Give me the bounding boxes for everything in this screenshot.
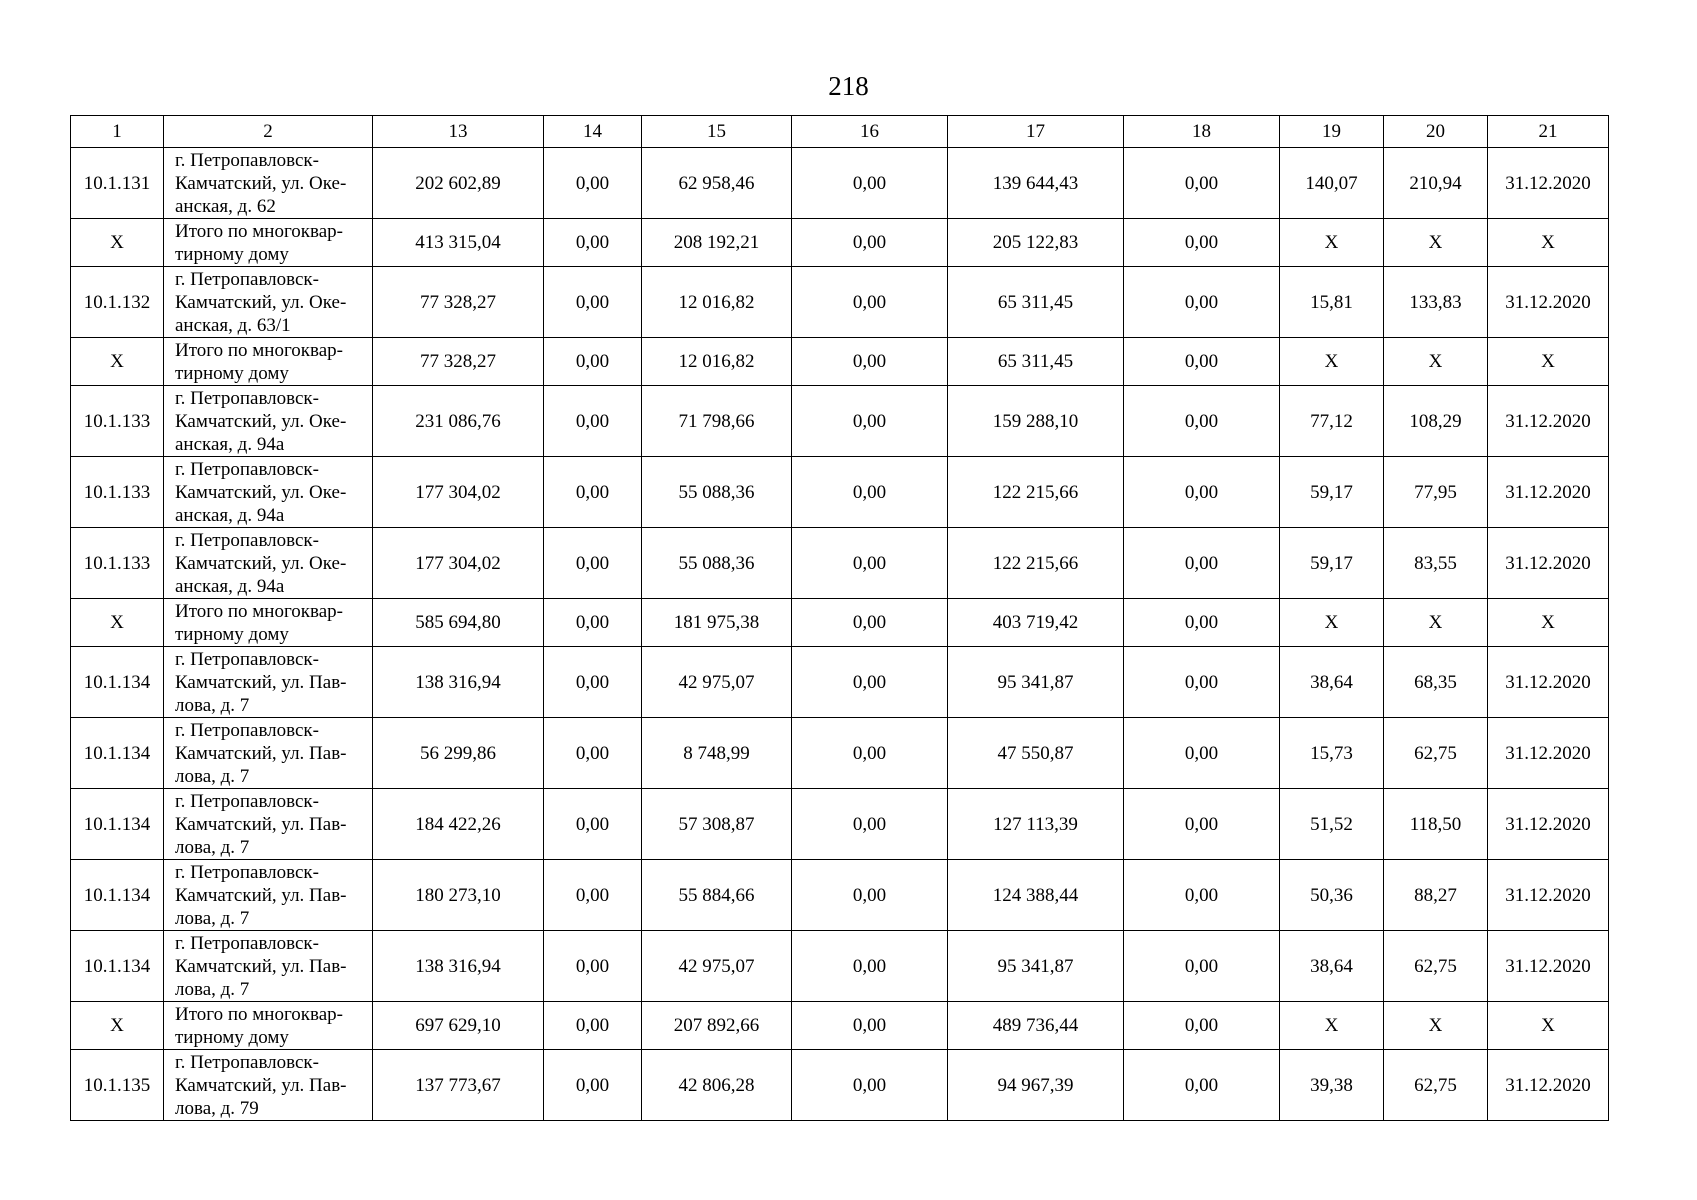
table-cell: 207 892,66 xyxy=(642,1002,792,1050)
column-header: 13 xyxy=(373,116,544,148)
table-cell: 59,17 xyxy=(1280,457,1384,528)
address-line: анская, д. 63/1 xyxy=(175,314,291,336)
table-cell: Х xyxy=(1384,338,1488,386)
address-line: лова, д. 7 xyxy=(175,694,250,716)
table-cell: 0,00 xyxy=(544,386,642,457)
address-line: Камчатский, ул. Пав- xyxy=(175,813,347,835)
table-cell: Х xyxy=(71,219,164,267)
table-cell: Х xyxy=(71,1002,164,1050)
table-cell: 42 975,07 xyxy=(642,931,792,1002)
address-line: анская, д. 94а xyxy=(175,575,285,597)
table-row xyxy=(71,860,1609,931)
table-cell: 62,75 xyxy=(1384,931,1488,1002)
table-cell: 0,00 xyxy=(792,148,948,219)
table-cell: 62,75 xyxy=(1384,718,1488,789)
table-cell: 139 644,43 xyxy=(948,148,1124,219)
address-line: Камчатский, ул. Пав- xyxy=(175,884,347,906)
table-cell: 118,50 xyxy=(1384,789,1488,860)
table-cell: Х xyxy=(1280,599,1384,647)
address-cell xyxy=(164,148,373,219)
table-cell: 140,07 xyxy=(1280,148,1384,219)
table-cell: Х xyxy=(1488,599,1609,647)
address-line: Камчатский, ул. Оке- xyxy=(175,552,347,574)
address-line: г. Петропавловск- xyxy=(175,1051,319,1073)
table-cell: Х xyxy=(1488,1002,1609,1050)
table-cell: 51,52 xyxy=(1280,789,1384,860)
table-cell: 77,95 xyxy=(1384,457,1488,528)
table-cell: 0,00 xyxy=(792,789,948,860)
table-cell: 133,83 xyxy=(1384,267,1488,338)
table-cell: 0,00 xyxy=(544,457,642,528)
table-cell: 50,36 xyxy=(1280,860,1384,931)
table-cell: 0,00 xyxy=(1124,860,1280,931)
address-line: Камчатский, ул. Пав- xyxy=(175,1074,347,1096)
address-cell xyxy=(164,1050,373,1121)
table-cell: 10.1.134 xyxy=(71,789,164,860)
table-cell: 0,00 xyxy=(1124,647,1280,718)
table-cell: Х xyxy=(1384,599,1488,647)
address-line: лова, д. 7 xyxy=(175,907,250,929)
table-cell: 159 288,10 xyxy=(948,386,1124,457)
table-cell: 0,00 xyxy=(1124,219,1280,267)
table-cell: 205 122,83 xyxy=(948,219,1124,267)
table-cell: 0,00 xyxy=(544,1050,642,1121)
address-line: г. Петропавловск- xyxy=(175,529,319,551)
table-cell: 138 316,94 xyxy=(373,647,544,718)
page-number: 218 xyxy=(828,71,869,101)
table-cell: 38,64 xyxy=(1280,931,1384,1002)
table-cell: Х xyxy=(1488,219,1609,267)
table-cell: 31.12.2020 xyxy=(1488,457,1609,528)
table-row xyxy=(71,386,1609,457)
table-row-total xyxy=(71,219,1609,267)
table-cell: 47 550,87 xyxy=(948,718,1124,789)
column-header: 14 xyxy=(544,116,642,148)
table-cell: 31.12.2020 xyxy=(1488,789,1609,860)
table-row xyxy=(71,647,1609,718)
table-cell: 0,00 xyxy=(544,219,642,267)
table-row-total xyxy=(71,599,1609,647)
table-cell: 0,00 xyxy=(1124,599,1280,647)
table-cell: 12 016,82 xyxy=(642,267,792,338)
table-cell: 0,00 xyxy=(544,647,642,718)
table-cell: 0,00 xyxy=(792,219,948,267)
address-line: Камчатский, ул. Пав- xyxy=(175,955,347,977)
table-cell: 0,00 xyxy=(792,647,948,718)
address-cell xyxy=(164,931,373,1002)
table-cell: 31.12.2020 xyxy=(1488,267,1609,338)
table-row xyxy=(71,267,1609,338)
table-cell: 0,00 xyxy=(1124,789,1280,860)
table-cell: 122 215,66 xyxy=(948,528,1124,599)
address-cell xyxy=(164,528,373,599)
table-cell: 0,00 xyxy=(544,931,642,1002)
address-line: Камчатский, ул. Оке- xyxy=(175,291,347,313)
table-cell: 59,17 xyxy=(1280,528,1384,599)
address-line: тирному дому xyxy=(175,243,289,265)
table-cell: 202 602,89 xyxy=(373,148,544,219)
table-cell: 0,00 xyxy=(1124,338,1280,386)
table-cell: 0,00 xyxy=(544,267,642,338)
table-cell: 71 798,66 xyxy=(642,386,792,457)
table-cell: 10.1.133 xyxy=(71,386,164,457)
table-cell: 8 748,99 xyxy=(642,718,792,789)
table-cell: 403 719,42 xyxy=(948,599,1124,647)
table-cell: 0,00 xyxy=(544,789,642,860)
table-cell: Х xyxy=(71,338,164,386)
address-line: г. Петропавловск- xyxy=(175,149,319,171)
table-cell: 83,55 xyxy=(1384,528,1488,599)
table-cell: 0,00 xyxy=(792,1002,948,1050)
address-line: Камчатский, ул. Пав- xyxy=(175,742,347,764)
address-line: Камчатский, ул. Пав- xyxy=(175,671,347,693)
table-row-total xyxy=(71,338,1609,386)
column-header: 21 xyxy=(1488,116,1609,148)
table-cell: Х xyxy=(1488,338,1609,386)
table-cell: 31.12.2020 xyxy=(1488,931,1609,1002)
address-line: тирному дому xyxy=(175,623,289,645)
address-cell xyxy=(164,789,373,860)
table-cell: 0,00 xyxy=(1124,718,1280,789)
table-cell: 10.1.134 xyxy=(71,647,164,718)
table-cell: 94 967,39 xyxy=(948,1050,1124,1121)
address-line: анская, д. 94а xyxy=(175,433,285,455)
address-line: Итого по многоквар- xyxy=(175,339,343,361)
table-row xyxy=(71,457,1609,528)
table-cell: 95 341,87 xyxy=(948,931,1124,1002)
table-cell: 62,75 xyxy=(1384,1050,1488,1121)
table-cell: 585 694,80 xyxy=(373,599,544,647)
address-line: г. Петропавловск- xyxy=(175,387,319,409)
table-cell: 0,00 xyxy=(1124,148,1280,219)
table-row xyxy=(71,931,1609,1002)
table-cell: 57 308,87 xyxy=(642,789,792,860)
table-cell: 0,00 xyxy=(1124,931,1280,1002)
address-line: г. Петропавловск- xyxy=(175,648,319,670)
table-cell: 0,00 xyxy=(544,718,642,789)
address-cell xyxy=(164,457,373,528)
table-cell: 137 773,67 xyxy=(373,1050,544,1121)
table-cell: 184 422,26 xyxy=(373,789,544,860)
column-header: 20 xyxy=(1384,116,1488,148)
table-cell: Х xyxy=(1384,219,1488,267)
address-line: тирному дому xyxy=(175,1026,289,1048)
table-row xyxy=(71,528,1609,599)
address-cell xyxy=(164,599,373,647)
table-cell: 0,00 xyxy=(792,457,948,528)
table-cell: 0,00 xyxy=(792,338,948,386)
address-line: лова, д. 7 xyxy=(175,978,250,1000)
column-header: 16 xyxy=(792,116,948,148)
table-cell: 77 328,27 xyxy=(373,267,544,338)
table-cell: 62 958,46 xyxy=(642,148,792,219)
table-row xyxy=(71,718,1609,789)
table-cell: 0,00 xyxy=(792,267,948,338)
table-cell: 10.1.134 xyxy=(71,931,164,1002)
table-cell: 180 273,10 xyxy=(373,860,544,931)
table-cell: 56 299,86 xyxy=(373,718,544,789)
table-cell: 10.1.133 xyxy=(71,457,164,528)
table-cell: 77,12 xyxy=(1280,386,1384,457)
data-table xyxy=(70,115,1609,1121)
table-cell: 0,00 xyxy=(544,599,642,647)
address-line: тирному дому xyxy=(175,362,289,384)
table-cell: 31.12.2020 xyxy=(1488,528,1609,599)
address-line: г. Петропавловск- xyxy=(175,790,319,812)
address-line: анская, д. 62 xyxy=(175,195,276,217)
table-cell: 31.12.2020 xyxy=(1488,386,1609,457)
table-cell: 0,00 xyxy=(1124,457,1280,528)
address-line: г. Петропавловск- xyxy=(175,861,319,883)
table-cell: 0,00 xyxy=(1124,1002,1280,1050)
column-header: 15 xyxy=(642,116,792,148)
table-cell: 0,00 xyxy=(1124,267,1280,338)
column-header: 18 xyxy=(1124,116,1280,148)
address-cell xyxy=(164,267,373,338)
table-cell: 108,29 xyxy=(1384,386,1488,457)
table-cell: 10.1.132 xyxy=(71,267,164,338)
column-header: 17 xyxy=(948,116,1124,148)
column-header: 2 xyxy=(164,116,373,148)
table-cell: 0,00 xyxy=(792,528,948,599)
table-cell: 0,00 xyxy=(544,338,642,386)
table-cell: 122 215,66 xyxy=(948,457,1124,528)
address-line: Итого по многоквар- xyxy=(175,220,343,242)
table-cell: 42 806,28 xyxy=(642,1050,792,1121)
table-cell: 210,94 xyxy=(1384,148,1488,219)
address-line: Камчатский, ул. Оке- xyxy=(175,481,347,503)
table-cell: Х xyxy=(1280,1002,1384,1050)
address-line: г. Петропавловск- xyxy=(175,268,319,290)
table-cell: 0,00 xyxy=(792,931,948,1002)
address-cell xyxy=(164,718,373,789)
table-cell: 0,00 xyxy=(544,148,642,219)
table-cell: 38,64 xyxy=(1280,647,1384,718)
column-header: 19 xyxy=(1280,116,1384,148)
table-cell: 88,27 xyxy=(1384,860,1488,931)
address-line: г. Петропавловск- xyxy=(175,458,319,480)
table-cell: 0,00 xyxy=(792,718,948,789)
table-cell: 15,81 xyxy=(1280,267,1384,338)
table-cell: 489 736,44 xyxy=(948,1002,1124,1050)
table-cell: 0,00 xyxy=(544,1002,642,1050)
address-line: анская, д. 94а xyxy=(175,504,285,526)
table-cell: 177 304,02 xyxy=(373,528,544,599)
table-cell: Х xyxy=(71,599,164,647)
table-cell: 55 088,36 xyxy=(642,457,792,528)
table-cell: 31.12.2020 xyxy=(1488,1050,1609,1121)
table-cell: 55 088,36 xyxy=(642,528,792,599)
table-cell: 0,00 xyxy=(792,1050,948,1121)
table-cell: Х xyxy=(1280,219,1384,267)
table-cell: 0,00 xyxy=(544,860,642,931)
table-row xyxy=(71,1050,1609,1121)
table-cell: 0,00 xyxy=(792,386,948,457)
table-cell: 31.12.2020 xyxy=(1488,718,1609,789)
column-header: 1 xyxy=(71,116,164,148)
table-cell: 10.1.134 xyxy=(71,860,164,931)
table-cell: 10.1.133 xyxy=(71,528,164,599)
table-cell: 127 113,39 xyxy=(948,789,1124,860)
address-line: г. Петропавловск- xyxy=(175,932,319,954)
address-cell xyxy=(164,219,373,267)
address-cell xyxy=(164,1002,373,1050)
address-cell xyxy=(164,386,373,457)
address-line: лова, д. 7 xyxy=(175,836,250,858)
table-row xyxy=(71,789,1609,860)
table-cell: 15,73 xyxy=(1280,718,1384,789)
table-cell: 0,00 xyxy=(544,528,642,599)
address-line: лова, д. 7 xyxy=(175,765,250,787)
address-line: Итого по многоквар- xyxy=(175,1003,343,1025)
table-cell: 31.12.2020 xyxy=(1488,860,1609,931)
table-cell: 231 086,76 xyxy=(373,386,544,457)
table-cell: 55 884,66 xyxy=(642,860,792,931)
table-cell: 42 975,07 xyxy=(642,647,792,718)
table-row xyxy=(71,148,1609,219)
address-line: Камчатский, ул. Оке- xyxy=(175,410,347,432)
table-row-total xyxy=(71,1002,1609,1050)
table-cell: 0,00 xyxy=(792,860,948,931)
address-line: Камчатский, ул. Оке- xyxy=(175,172,347,194)
table-cell: 12 016,82 xyxy=(642,338,792,386)
address-cell xyxy=(164,860,373,931)
address-cell xyxy=(164,647,373,718)
table-cell: 10.1.131 xyxy=(71,148,164,219)
table-cell: 0,00 xyxy=(1124,528,1280,599)
table-cell: 39,38 xyxy=(1280,1050,1384,1121)
table-cell: 124 388,44 xyxy=(948,860,1124,931)
header-row xyxy=(71,116,1609,148)
address-line: лова, д. 79 xyxy=(175,1097,259,1119)
table-body xyxy=(71,148,1609,1121)
table-cell: Х xyxy=(1384,1002,1488,1050)
table-cell: 138 316,94 xyxy=(373,931,544,1002)
address-cell xyxy=(164,338,373,386)
table-cell: 0,00 xyxy=(1124,386,1280,457)
table-cell: 208 192,21 xyxy=(642,219,792,267)
table-cell: 65 311,45 xyxy=(948,267,1124,338)
table-cell: 10.1.135 xyxy=(71,1050,164,1121)
table-cell: 77 328,27 xyxy=(373,338,544,386)
address-line: г. Петропавловск- xyxy=(175,719,319,741)
table-cell: Х xyxy=(1280,338,1384,386)
table-cell: 181 975,38 xyxy=(642,599,792,647)
table-cell: 697 629,10 xyxy=(373,1002,544,1050)
table-cell: 31.12.2020 xyxy=(1488,148,1609,219)
table-cell: 0,00 xyxy=(1124,1050,1280,1121)
address-line: Итого по многоквар- xyxy=(175,600,343,622)
table-cell: 10.1.134 xyxy=(71,718,164,789)
table-cell: 95 341,87 xyxy=(948,647,1124,718)
table-cell: 65 311,45 xyxy=(948,338,1124,386)
table-cell: 68,35 xyxy=(1384,647,1488,718)
table-cell: 0,00 xyxy=(792,599,948,647)
table-cell: 177 304,02 xyxy=(373,457,544,528)
table-cell: 413 315,04 xyxy=(373,219,544,267)
table-cell: 31.12.2020 xyxy=(1488,647,1609,718)
